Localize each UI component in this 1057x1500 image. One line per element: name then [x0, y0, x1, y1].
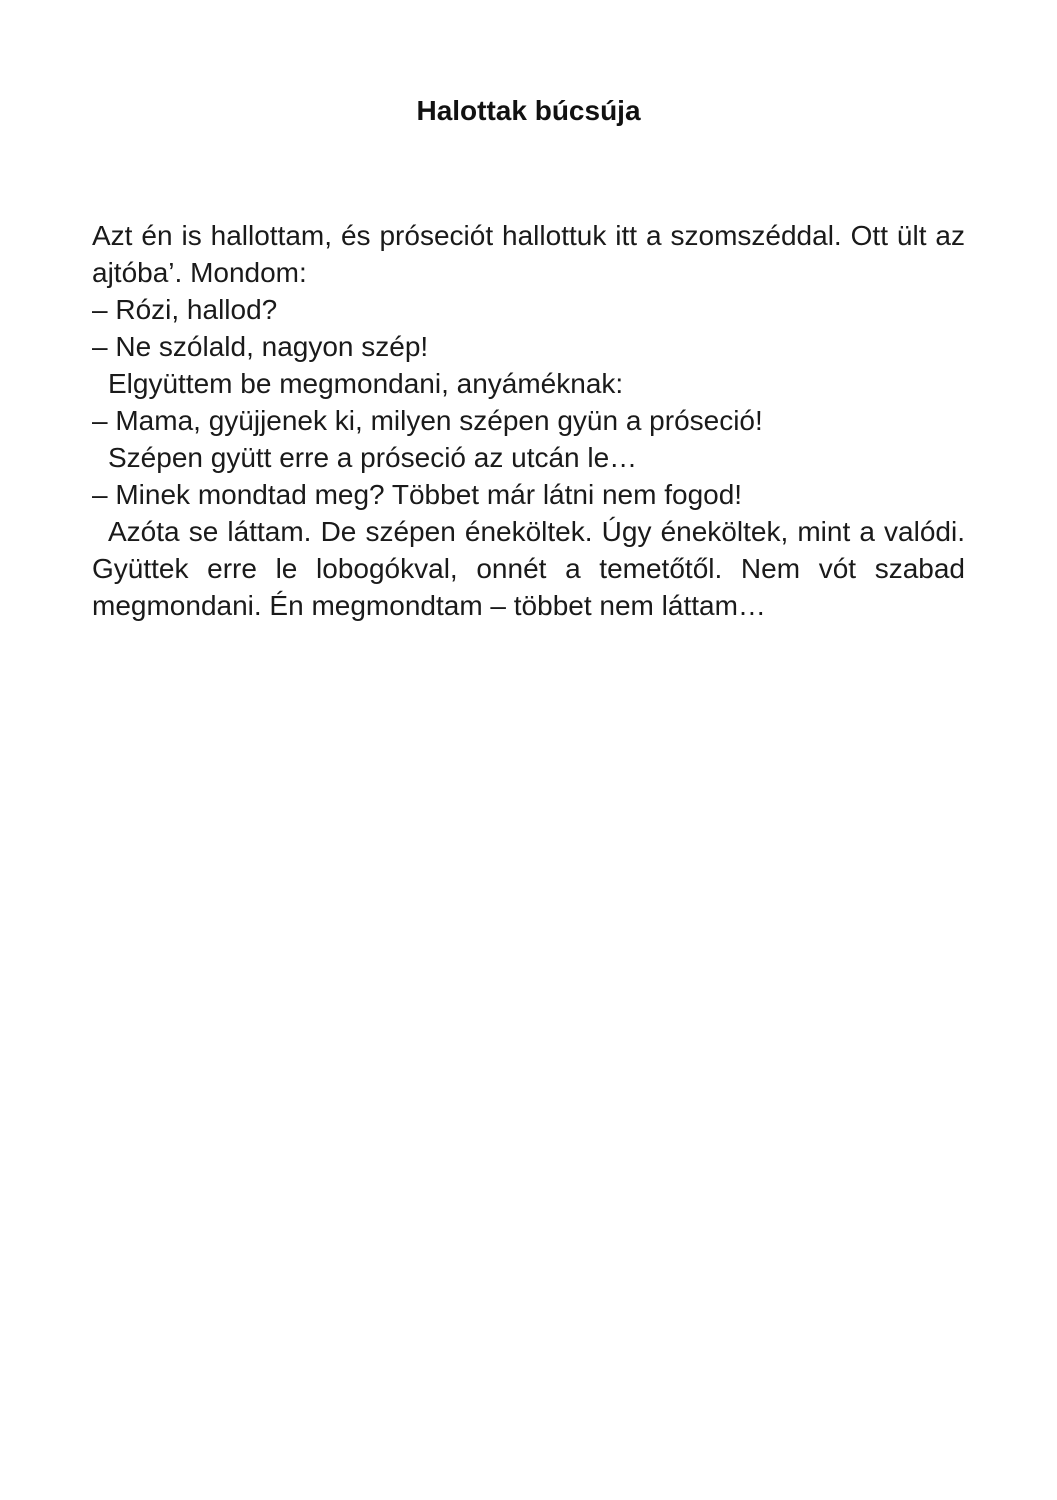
- text-line: Gyüttek erre le lobogókval, onnét a temetőtől. Nem vót szabad: [92, 553, 965, 584]
- text-line: megmondani. Én megmondtam – többet nem láttam…: [92, 590, 766, 621]
- text-line: ajtóba’. Mondom:: [92, 257, 307, 288]
- text-line: – Ne szólald, nagyon szép!: [92, 331, 429, 362]
- text-line: Szépen gyütt erre a próseció az utcán le…: [108, 442, 638, 473]
- text-line: Azt én is hallottam, és próseciót hallottuk itt a szomszéddal. Ott ült az: [92, 220, 965, 251]
- text-line: Azóta se láttam. De szépen éneköltek. Úgy éneköltek, mint a valódi.: [108, 516, 965, 547]
- text-line: – Mama, gyüjjenek ki, milyen szépen gyün a próseció!: [92, 405, 763, 436]
- text-line: – Rózi, hallod?: [92, 294, 278, 325]
- text-line: – Minek mondtad meg? Többet már látni nem fogod!: [92, 479, 743, 510]
- document-title: Halottak búcsúja: [416, 95, 641, 126]
- text-line: Elgyüttem be megmondani, anyáméknak:: [108, 368, 624, 399]
- body-text: [92, 217, 965, 624]
